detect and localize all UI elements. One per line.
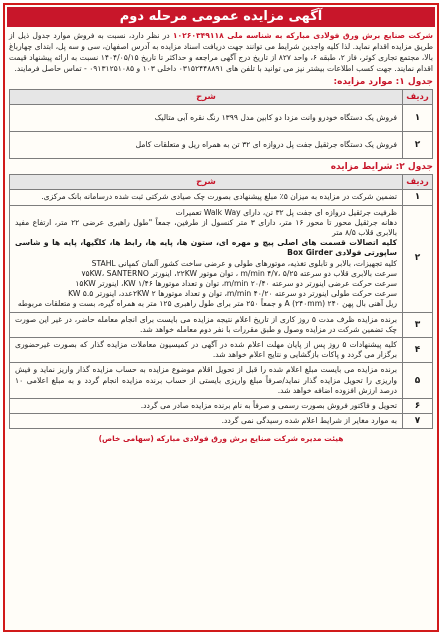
- row-number: ۵: [403, 363, 433, 399]
- table-row: [10, 205, 433, 312]
- row-line: تحویل و فاکتور فروش بصورت رسمی و صرفاً به نام برنده مزایده صادر می گردد.: [140, 401, 397, 411]
- table-row: [10, 132, 433, 159]
- row-text: فروش یک دستگاه خودرو وانت مزدا دو کابین مدل ۱۳۹۹ رنگ نقره آبی متالیک: [10, 105, 403, 132]
- column-header-num: ردیف: [403, 90, 433, 105]
- table-header-row: [10, 175, 433, 190]
- row-number: ۴: [403, 338, 433, 363]
- row-line: کلیه پیشنهادات ۵ روز پس از پایان مهلت اعلام شده در آگهی در کمیسیون معاملات مزایده گذار که بصورت غیرحضوری برگزار می گردد و پاکات بازگشایی و نتایج اعلام خواهد شد.: [15, 340, 397, 360]
- row-line: سرعت حرکت طولی اینورتر دو سرعته ۴۰/۲۰ m/min، توان و تعداد موتورها ۲KW ۲عدد، اینورتر ۵.۵ KW: [68, 289, 397, 299]
- row-line: برنده مزایده ظرف مدت ۵ روز کاری از تاریخ اعلام نتیجه مزایده می بایست برای انجام معامله حاضر، در غیر این صورت چک تضمین شرکت در مزایده وصول و طبق مقررات با نفر دوم معامله خواهد شد.: [15, 314, 397, 334]
- advertisement-page: [3, 3, 439, 632]
- row-line: دهانه جرثقیل محور تا محور ۱۶ متر، دارای ۳ متر کنسول از طرفین، جمعاً "طول راهبری عرضی ۲۲ متر، ارتفاع مفید بالابری قلاب ۸/۵ متر: [15, 217, 397, 237]
- table-row: [10, 363, 433, 399]
- row-text: [10, 312, 403, 337]
- row-text: [10, 363, 403, 399]
- row-line: ظرفیت جرثقیل دروازه ای جفت پل ۳۲ تن، دارای Walk Way تعمیرات: [175, 207, 397, 217]
- row-line: ریل آهنی بال پهن ۲۴۰ A (۲۴۰mm) و جمعاً ۲۵۰ متر برای طول راهبری ۱۲۵ متر به همراه گیره، بست و متعلقات مربوطه: [17, 299, 397, 309]
- row-line: به موارد مغایر از شرایط اعلام شده رسیدگی نمی گردد.: [221, 416, 397, 426]
- table2-title: جدول ۲: شرایط مزایده: [330, 162, 433, 173]
- conditions-table: [9, 174, 433, 429]
- row-text: [10, 205, 403, 312]
- table-row: [10, 414, 433, 429]
- row-number: ۲: [403, 205, 433, 312]
- page-title: آگهی مزایده عمومی مرحله دوم: [7, 7, 435, 27]
- column-header-desc: شرح: [10, 175, 403, 190]
- table-row: [10, 105, 433, 132]
- row-text: [10, 399, 403, 414]
- column-header-num: ردیف: [403, 175, 433, 190]
- row-text: [10, 338, 403, 363]
- row-line: کلیه تجهیزات، بالابر و تابلوی تغذیه، موتورهای طولی و عرضی ساخت کشور آلمان کمپانی STAHL: [91, 258, 397, 268]
- column-header-desc: شرح: [10, 90, 403, 105]
- row-text: [10, 414, 403, 429]
- footer-signature: هیئت مدیره شرکت صنایع برش ورق فولادی مبارکه (سهامی خاص): [98, 434, 344, 444]
- row-text: فروش یک دستگاه جرثقیل جفت پل دروازه ای ۳۲ تن به همراه ریل و متعلقات کامل: [10, 132, 403, 159]
- table-row: [10, 312, 433, 337]
- row-line: کلیه اتصالات قسمت های اصلی پیچ و مهره ای، ستون ها، پایه ها، رابط ها، کلگیها، پایه ها و شاسی ساپورتی فولادی Box Girder: [15, 238, 397, 258]
- company-name: شرکت صنایع برش ورق فولادی مبارکه به شناسه ملی ۱۰۲۶۰۳۴۹۱۱۸: [172, 31, 433, 40]
- row-line: برنده مزایده می بایست مبلغ اعلام شده را قبل از تحویل اقلام موضوع مزایده به حساب مزایده گذار واریز نماید و فیش واریزی را تحویل مزایده گذار نماید/صرفاً مبلغ واریزی بایستی از حساب برنده مزایده انجام گردد و به مبلغ اعلامی ۱۰ درصد ارزش افزوده اضافه خواهد شد.: [15, 365, 397, 395]
- row-number: ۳: [403, 312, 433, 337]
- table-header-row: [10, 90, 433, 105]
- row-number: ۷: [403, 414, 433, 429]
- items-table: [9, 89, 433, 159]
- table-row: [10, 399, 433, 414]
- row-number: ۲: [403, 132, 433, 159]
- row-line: تضمین شرکت در مزایده به میزان ۵٪ مبلغ پیشنهادی بصورت چک صیادی شرکتی ثبت شده درسامانه بانک مرکزی.: [41, 192, 397, 202]
- intro-body: در نظر دارد، نسبت به فروش موارد جدول ذیل از طریق مزایده اقدام نماید. لذا کلیه واجدین شرایط می توانند جهت دریافت اسناد مزایده به آدرس اصفهان، سی و سه پل، ابتدای چهارباغ بالا، مجتمع تجاری کوثر، فاز ۲، طبقه ۶، واحد ۸۲۷ از تاریخ درج آگهی مراجعه و حداکثر تا تاریخ ۱۴۰۴/۰۵/۱۵ نسبت به ارائه پیشنهاد قیمت اقدام نمایند. جهت کسب اطلاعات بیشتر نیز می توانید با تلفن های ۰۳۱۵۲۴۴۸۸۹۱ داخلی ۱۰۳ و ۰۹۱۳۱۲۵۱۰۸۵ - تماس حاصل فرمایند.: [9, 31, 433, 74]
- table-row: [10, 338, 433, 363]
- row-number: ۱: [403, 105, 433, 132]
- row-text: [10, 190, 403, 205]
- row-line: سرعت بالابری قلاب دو سرعته ۵/۲۵ ،۴/۷ m/min ، توان موتور ۲۲KW، اینورتر ۷۵KW، SANTERNO: [81, 268, 397, 278]
- table1-title: جدول ۱: موارد مزایده:: [333, 77, 433, 88]
- table-row: [10, 190, 433, 205]
- row-number: ۱: [403, 190, 433, 205]
- intro-paragraph: [9, 30, 433, 74]
- row-number: ۶: [403, 399, 433, 414]
- row-line: سرعت حرکت عرضی اینورتر دو سرعته ۲۰/۴۰ m/min، توان و تعداد موتورها ۱/۴۶ KW، اینورتر ۱۵KW: [75, 279, 397, 288]
